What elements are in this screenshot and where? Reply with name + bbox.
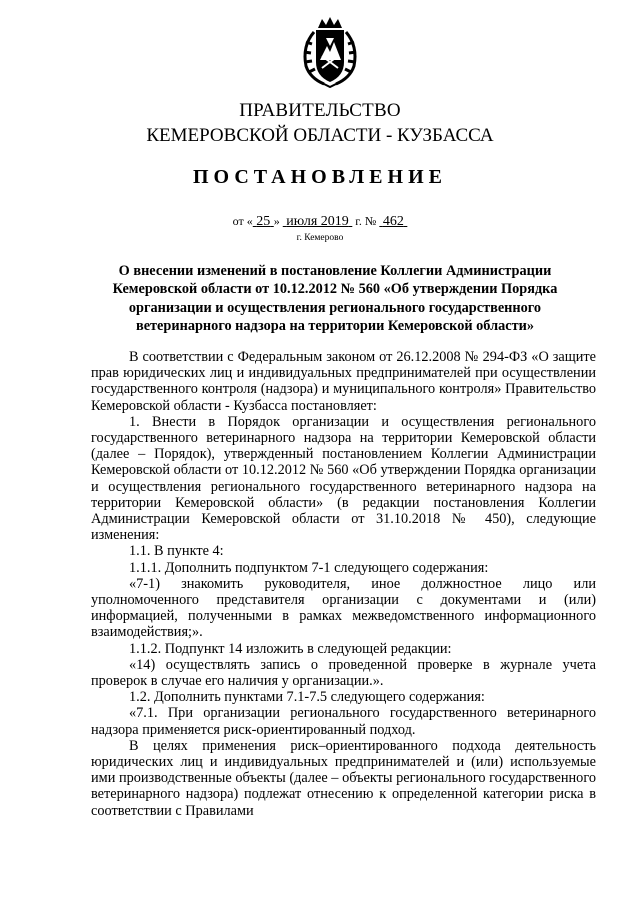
document-title: О внесении изменений в постановление Коллегии Администрации Кемеровской области от 10.12.2012 № 560 «Об утверждении Порядка организации и осуществления регионального государственного ветеринарного надзора на территории Кемеровской области»	[112, 263, 558, 335]
document-date-line	[0, 214, 640, 230]
paragraph: 1.1. В пункте 4:	[129, 543, 224, 560]
paragraph: «7.1. При организации регионального государственного ветеринарного надзора применяется риск-ориентированный подход.	[91, 705, 596, 738]
document-body	[91, 349, 596, 819]
paragraph: «14) осуществлять запись о проведенной проверке в журнале учета проверок в случае его наличия у организации.».	[91, 656, 596, 690]
document-number: 462	[382, 214, 404, 229]
date-suffix: г. №	[352, 214, 377, 228]
date-mid: »	[273, 214, 283, 228]
government-name-line2: КЕМЕРОВСКОЙ ОБЛАСТИ - КУЗБАССА	[146, 125, 494, 146]
paragraph: В целях применения риск–ориентированного подхода деятельность юридических лиц и индивидуальных предпринимателей и (или) используемые ими производственные объекты (далее – объекты регионального государственного ветеринарного надзора) подлежат отнесению к определенной категории риска в соответствии с Правилами	[91, 737, 596, 819]
date-day: 25	[256, 214, 271, 229]
date-prefix: от «	[232, 214, 253, 228]
paragraph: 1.2. Дополнить пунктами 7.1-7.5 следующего содержания:	[129, 689, 485, 706]
document-city: г. Кемерово	[296, 233, 344, 243]
paragraph: В соответствии с Федеральным законом от 26.12.2008 № 294-ФЗ «О защите прав юридических лиц и индивидуальных предпринимателей при осуществлении государственного контроля (надзора) и муниципального контроля» Правительство Кемеровской области - Кузбасса постановляет:	[91, 349, 596, 414]
paragraph: 1. Внести в Порядок организации и осуществления регионального государственного ветеринарного надзора на территории Кемеровской области (далее – Порядок), утвержденный постановлением Коллегии Администрации Кемеровской области от 10.12.2012 № 560 «Об утверждении Порядка организации и осуществления регионального государственного ветеринарного надзора на территории Кемеровской области» (в редакции постановления Коллегии Администрации Кемеровской области от 31.10.2018 № 450), следующие изменения:	[91, 413, 596, 544]
kuzbass-coat-of-arms-icon	[296, 16, 364, 88]
paragraph: 1.1.1. Дополнить подпунктом 7-1 следующего содержания:	[129, 559, 489, 576]
government-name-line1: ПРАВИТЕЛЬСТВО	[239, 100, 401, 121]
paragraph: «7-1) знакомить руководителя, иное должностное лицо или уполномоченного представителя организации с документами и (или) информацией, полученными в рамках межведомственного информационного взаимодействия;».	[91, 575, 596, 641]
paragraph: 1.1.2. Подпункт 14 изложить в следующей редакции:	[129, 640, 452, 657]
date-month-year: июля 2019	[286, 214, 349, 229]
document-type: ПОСТАНОВЛЕНИЕ	[193, 166, 447, 188]
